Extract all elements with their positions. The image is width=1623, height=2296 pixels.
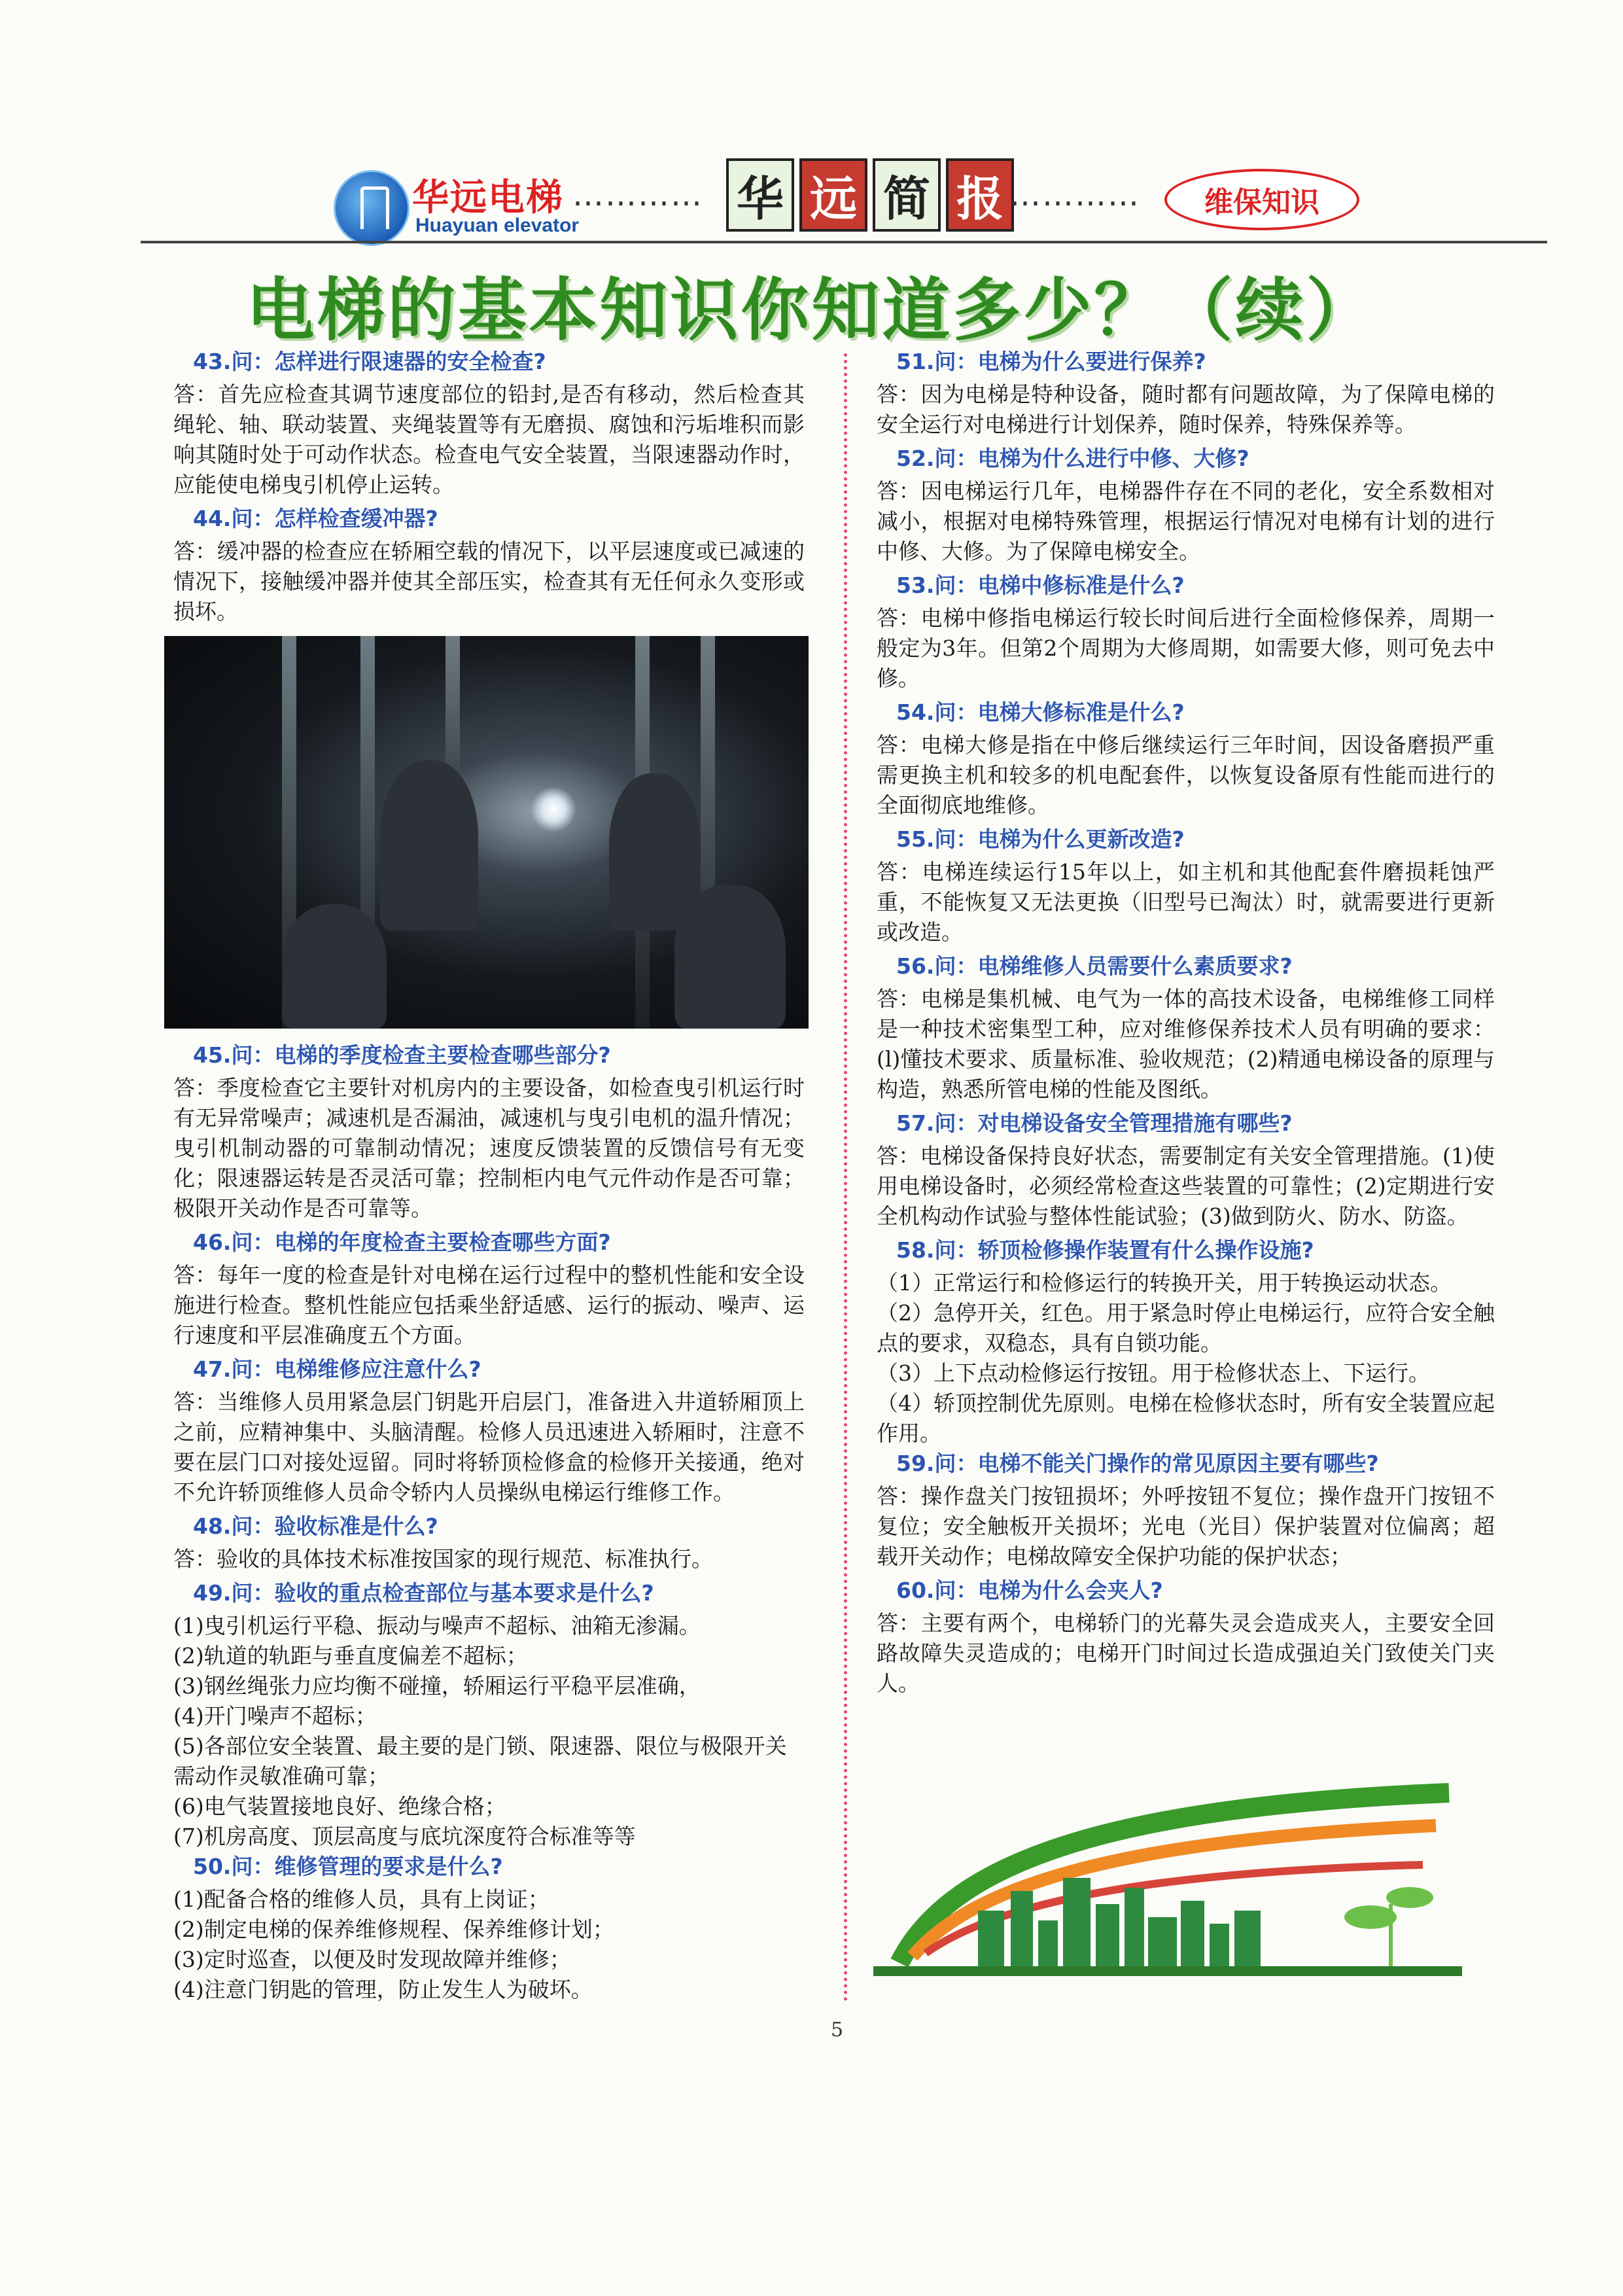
- answer: 答：验收的具体技术标准按国家的现行规范、标准执行。: [173, 1546, 713, 1572]
- answer: 答：因电梯运行几年，电梯器件存在不同的老化，安全系数相对减小，根据对电梯特殊管理，根据运行情况对电梯有计划的进行中修、大修。为了保障电梯安全。: [877, 478, 1495, 564]
- answer: 答：操作盘关门按钮损坏；外呼按钮不复位；操作盘开门按钮不复位；安全触板开关损坏；光电（光目）保护装置对位偏离；超载开关动作；电梯故障安全保护功能的保护状态；: [877, 1483, 1495, 1569]
- section-tag: 维保知识: [1164, 169, 1359, 230]
- answer: 答：因为电梯是特种设备，随时都有问题故障，为了保障电梯的安全运行对电梯进行计划保养，随时保养，特殊保养等。: [877, 381, 1495, 437]
- header-dots-right: …………: [1009, 177, 1140, 213]
- company-logo: [334, 170, 410, 246]
- masthead-char: 简: [873, 158, 941, 232]
- answer: 答：主要有两个，电梯轿门的光幕失灵会造成夹人，主要安全回路故障失灵造成的；电梯开门时间过长造成强迫关门致使关门夹人。: [877, 1610, 1495, 1696]
- question: 43.问：怎样进行限速器的安全检查?: [193, 349, 546, 374]
- answer: 答：季度检查它主要针对机房内的主要设备，如检查曳引机运行时有无异常噪声；减速机是否漏油，减速机与曳引电机的温升情况；曳引机制动器的可靠制动情况；速度反馈装置的反馈信号有无变化；限速器运转是否灵活可靠；控制柜内电气元件动作是否可靠；极限开关动作是否可靠等。: [173, 1075, 805, 1221]
- question: 56.问：电梯维修人员需要什么素质要求?: [896, 953, 1293, 979]
- answer: 答：首先应检查其调节速度部位的铅封,是否有移动，然后检查其绳轮、轴、联动装置、夹绳装置等有无磨损、腐蚀和污垢堆积而影响其随时处于可动作状态。检查电气安全装置，当限速器动作时，应能使电梯曳引机停止运转。: [173, 381, 805, 497]
- question: 45.问：电梯的季度检查主要检查哪些部分?: [193, 1042, 611, 1068]
- header-dots-left: …………: [572, 177, 703, 213]
- question: 51.问：电梯为什么要进行保养?: [896, 349, 1206, 374]
- left-column: [173, 347, 805, 2005]
- masthead-char: 华: [726, 158, 794, 232]
- question: 49.问：验收的重点检查部位与基本要求是什么?: [193, 1580, 654, 1606]
- answer: 答：电梯是集机械、电气为一体的高技术设备，电梯维修工同样是一种技术密集型工种，应对维修保养技术人员有明确的要求：(l)懂技术要求、质量标准、验收规范；(2)精通电梯设备的原理与构造，熟悉所管电梯的性能及图纸。: [877, 986, 1495, 1102]
- right-column: [877, 347, 1495, 1703]
- list-item: (4)开门噪声不超标；: [173, 1703, 377, 1729]
- list-item: (2)轨道的轨距与垂直度偏差不超标；: [173, 1643, 528, 1669]
- question: 55.问：电梯为什么更新改造?: [896, 826, 1185, 852]
- list-item: （4）轿顶控制优先原则。电梯在检修状态时，所有安全装置应起作用。: [877, 1390, 1495, 1446]
- list-item: (3)定时巡查，以便及时发现故障并维修；: [173, 1947, 571, 1972]
- question: 44.问：怎样检查缓冲器?: [193, 506, 438, 531]
- column-divider: [844, 353, 847, 2002]
- question: 57.问：对电梯设备安全管理措施有哪些?: [896, 1110, 1293, 1136]
- list-item: （2）急停开关，红色。用于紧急时停止电梯运行，应符合安全触点的要求，双稳态，具有自锁功能。: [877, 1300, 1495, 1356]
- list-item: (3)钢丝绳张力应均衡不碰撞，轿厢运行平稳平层准确，: [173, 1673, 701, 1699]
- list-item: (1)配备合格的维修人员，具有上岗证；: [173, 1886, 550, 1912]
- page-number: 5: [831, 2019, 844, 2041]
- masthead-char: 报: [946, 158, 1014, 232]
- list-item: (2)制定电梯的保养维修规程、保养维修计划；: [173, 1916, 614, 1942]
- question: 50.问：维修管理的要求是什么?: [193, 1854, 503, 1879]
- question: 53.问：电梯中修标准是什么?: [896, 573, 1185, 598]
- answer: 答：电梯中修指电梯运行较长时间后进行全面检修保养，周期一般定为3年。但第2个周期为大修周期，如需要大修，则可免去中修。: [877, 605, 1495, 691]
- question: 59.问：电梯不能关门操作的常见原因主要有哪些?: [896, 1451, 1379, 1476]
- list-item: （1）正常运行和检修运行的转换开关，用于转换运动状态。: [877, 1270, 1452, 1296]
- header: [314, 150, 1361, 255]
- masthead-char: 远: [799, 158, 867, 232]
- answer: 答：缓冲器的检查应在轿厢空载的情况下，以平层速度或已减速的情况下，接触缓冲器并使其全部压实，检查其有无任何永久变形或损坏。: [173, 539, 805, 624]
- answer: 答：当维修人员用紧急层门钥匙开启层门，准备进入井道轿厢顶上之前，应精神集中、头脑清醒。检修人员迅速进入轿厢时，注意不要在层门口对接处逗留。同时将轿顶检修盒的检修开关接通，绝对不允许轿顶维修人员命令轿内人员操纵电梯运行维修工作。: [173, 1389, 805, 1505]
- list-item: （3）上下点动检修运行按钮。用于检修状态上、下运行。: [877, 1360, 1430, 1386]
- answer: 答：电梯连续运行15年以上，如主机和其他配套件磨损耗蚀严重，不能恢复又无法更换（旧型号已淘汰）时，就需要进行更新或改造。: [877, 859, 1495, 945]
- question: 52.问：电梯为什么进行中修、大修?: [896, 446, 1249, 471]
- city-swoosh-illustration: [873, 1767, 1462, 1976]
- list-item: (7)机房高度、顶层高度与底坑深度符合标准等等: [173, 1824, 636, 1849]
- question: 48.问：验收标准是什么?: [193, 1513, 438, 1539]
- elevator-shaft-photo: [164, 636, 809, 1029]
- question: 58.问：轿顶检修操作装置有什么操作设施?: [896, 1237, 1314, 1263]
- answer: 答：电梯设备保持良好状态，需要制定有关安全管理措施。(1)使用电梯设备时，必须经常检查这些装置的可靠性；(2)定期进行安全机构动作试验与整体性能试验；(3)做到防火、防水、防盗。: [877, 1143, 1495, 1229]
- brand-name-en: Huayuan elevator: [415, 215, 580, 236]
- page-title: 电梯的基本知识你知道多少？（续）: [246, 270, 1377, 350]
- list-item: (5)各部位安全装置、最主要的是门锁、限速器、限位与极限开关需动作灵敏准确可靠；: [173, 1733, 787, 1789]
- question: 46.问：电梯的年度检查主要检查哪些方面?: [193, 1229, 611, 1255]
- header-rule: [141, 241, 1547, 243]
- answer: 答：每年一度的检查是针对电梯在运行过程中的整机性能和安全设施进行检查。整机性能应包括乘坐舒适感、运行的振动、噪声、运行速度和平层准确度五个方面。: [173, 1262, 805, 1348]
- question: 60.问：电梯为什么会夹人?: [896, 1578, 1163, 1603]
- answer: 答：电梯大修是指在中修后继续运行三年时间，因设备磨损严重需更换主机和较多的机电配套件，以恢复设备原有性能而进行的全面彻底地维修。: [877, 732, 1495, 818]
- list-item: (1)曳引机运行平稳、振动与噪声不超标、油箱无渗漏。: [173, 1613, 701, 1638]
- question: 54.问：电梯大修标准是什么?: [896, 699, 1185, 725]
- question: 47.问：电梯维修应注意什么?: [193, 1356, 481, 1382]
- brand-name-cn: 华远电梯: [412, 177, 564, 219]
- list-item: (4)注意门钥匙的管理，防止发生人为破坏。: [173, 1977, 593, 2002]
- list-item: (6)电气装置接地良好、绝缘合格；: [173, 1793, 506, 1819]
- masthead: [726, 158, 1014, 230]
